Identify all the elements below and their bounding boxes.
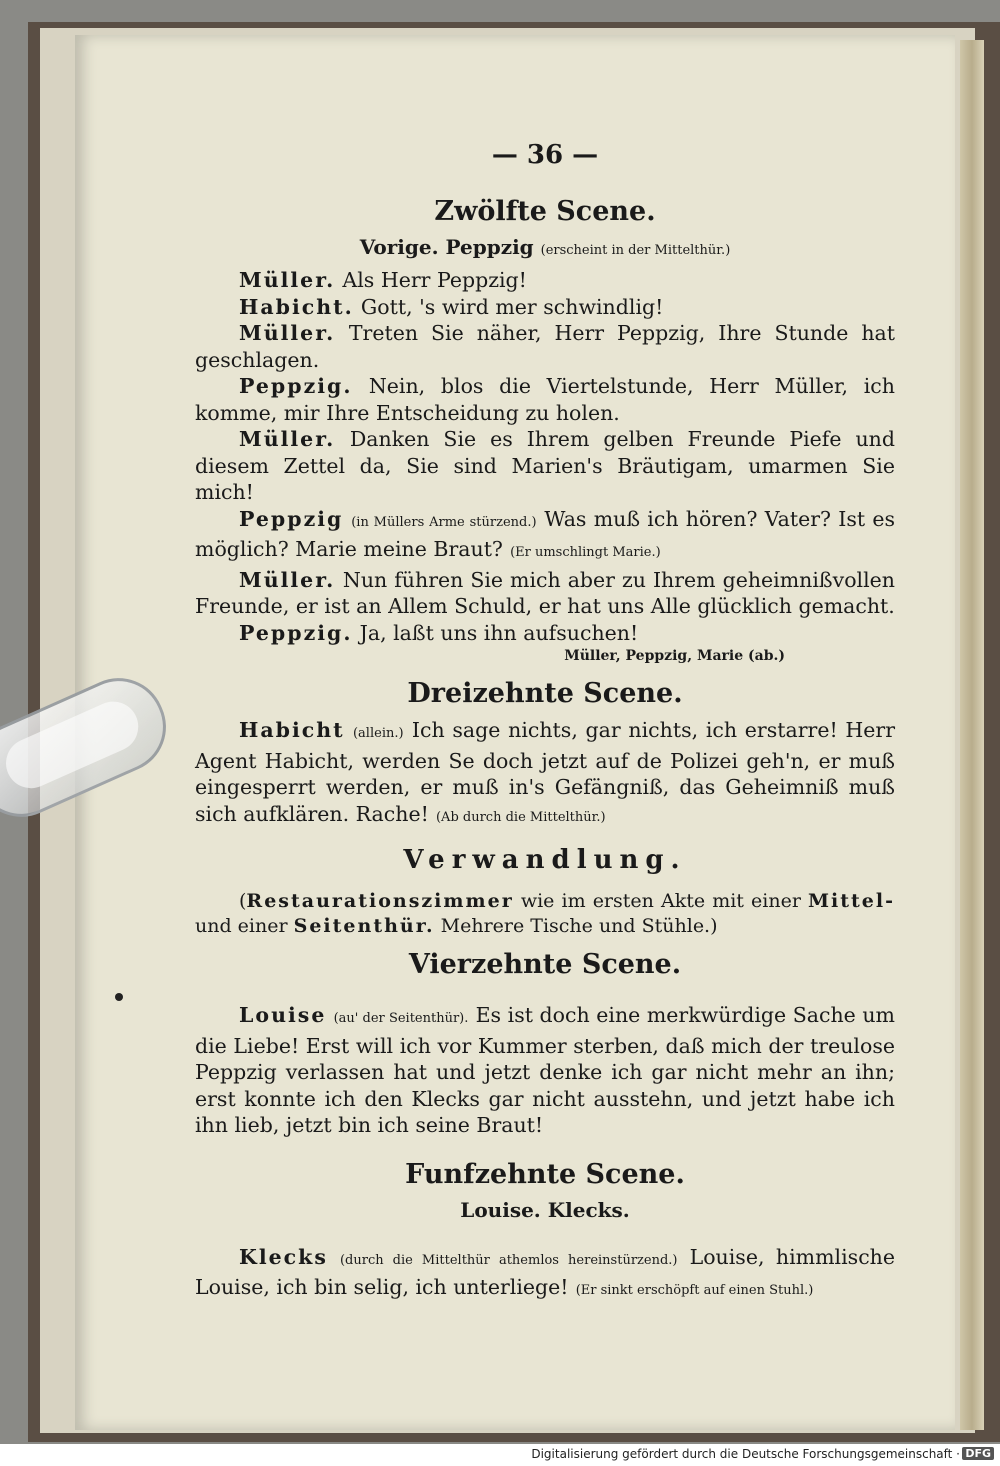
speaker: Peppzig.: [239, 620, 353, 645]
speaker: Habicht.: [239, 294, 354, 319]
speaker: Klecks: [239, 1244, 328, 1269]
line-text: Ich sage nichts, gar nichts, ich erstarre! Herr Agent Habicht, werden Se doch jetzt auf de Polizei geh'n, er muß eingesperrt werden, er muß in's Gefängniß, das Geheimniß muß sich aufklären. Rache!: [195, 718, 896, 826]
line-text: Was muß ich hören? Vater? Ist es möglich? Marie meine Braut?: [195, 506, 895, 561]
stage-direction: (durch die Mittelthür athemlos hereinstürzend.): [339, 1252, 678, 1268]
dialogue-line: [195, 267, 895, 294]
scene-12-roles-names: Vorige. Peppzig: [359, 235, 534, 259]
verwandlung-heading: Verwandlung.: [403, 845, 687, 875]
line-text: Ja, laßt uns ihn aufsuchen!: [359, 620, 639, 645]
speaker: Müller.: [239, 321, 336, 345]
line-text: Louise, himmlische Louise, ich bin selig, ich unterliege!: [195, 1244, 896, 1299]
setting-door: Mittel-: [808, 890, 895, 912]
speaker: Müller.: [239, 427, 336, 451]
scene-14-title: Vierzehnte Scene.: [408, 949, 682, 980]
dialogue-line: [195, 620, 895, 647]
stage-direction: (allein.): [352, 726, 404, 741]
dialogue-line: [195, 506, 895, 567]
speaker: Louise: [239, 1003, 327, 1027]
stage-direction: (Ab durch die Mittelthür.): [435, 809, 606, 825]
stage-direction: (Er sinkt erschöpft auf einen Stuhl.): [575, 1283, 814, 1298]
dialogue-line: [195, 1002, 895, 1139]
line-text: Danken Sie es Ihrem gelben Freunde Piefe und diesem Zettel da, Sie sind Marien's Bräutigam, umarmen Sie mich!: [195, 427, 895, 504]
page-stack-edge: [960, 40, 984, 1430]
setting-text: wie im ersten Akte mit einer: [513, 890, 808, 912]
line-text: Treten Sie näher, Herr Peppzig, Ihre Stunde hat geschlagen.: [195, 321, 896, 372]
line-text: Es ist doch eine merkwürdige Sache um die Liebe! Erst will ich vor Kummer sterben, daß mich der treulose Peppzig verlassen hat und jetzt denke ich gar nicht mehr an ihn; erst konnte ich den Klecks gar nicht ausstehn, und jetzt habe ich ihn lieb, jetzt bin ich seine Braut!: [195, 1003, 896, 1137]
dfg-logo: DFG: [962, 1447, 994, 1460]
line-text: Gott, 's wird mer schwindlig!: [360, 294, 664, 319]
ink-dot: [115, 993, 123, 1001]
dialogue-line: [195, 426, 895, 506]
dialogue-line: [195, 320, 895, 373]
speaker: Peppzig: [239, 506, 344, 531]
dialogue-line: [195, 717, 895, 831]
footer-text: Digitalisierung gefördert durch die Deutsche Forschungsgemeinschaft ·: [531, 1447, 960, 1461]
dialogue-line: [195, 1244, 895, 1305]
dialogue-line: [195, 373, 895, 426]
setting-description: [195, 889, 895, 939]
stage-direction: (in Müllers Arme stürzend.): [351, 514, 537, 530]
setting-open: (: [239, 890, 247, 912]
scene-12-title: Zwölfte Scene.: [434, 196, 656, 227]
scene-13-title: Dreizehnte Scene.: [407, 678, 683, 709]
setting-room: Restaurationszimmer: [246, 890, 514, 912]
setting-side-door: Seitenthür.: [293, 915, 435, 937]
line-text: Nein, blos die Viertelstunde, Herr Müller, ich komme, mir Ihre Entscheidung zu holen.: [195, 374, 895, 425]
line-text: Als Herr Peppzig!: [342, 268, 527, 292]
speaker: Peppzig.: [239, 374, 353, 398]
scene-12-roles: [195, 235, 895, 259]
scene-12-exit: Müller, Peppzig, Marie (ab.): [564, 648, 785, 664]
scene-12-roles-stage: (erscheint in der Mittelthür.): [540, 243, 731, 258]
stage-direction: (Er umschlingt Marie.): [510, 545, 661, 560]
scene-15-title: Funfzehnte Scene.: [405, 1158, 685, 1190]
stage-direction: (au' der Seitenthür).: [333, 1011, 469, 1026]
setting-text: Mehrere Tische und Stühle.): [434, 915, 718, 937]
speaker: Habicht: [239, 718, 345, 742]
dialogue-line: [195, 294, 895, 321]
line-text: Nun führen Sie mich aber zu Ihrem geheimnißvollen Freunde, er ist an Allem Schuld, er hat uns Alle glücklich gemacht.: [195, 567, 895, 618]
page-number: — 36 —: [491, 140, 599, 170]
footer-bar: [0, 1444, 1000, 1466]
dialogue-line: [195, 567, 895, 620]
setting-text: und einer: [195, 915, 294, 937]
speaker: Müller.: [239, 567, 336, 592]
speaker: Müller.: [239, 268, 336, 292]
page-content: [195, 140, 895, 1305]
scene-15-roles: Louise. Klecks.: [460, 1197, 630, 1222]
